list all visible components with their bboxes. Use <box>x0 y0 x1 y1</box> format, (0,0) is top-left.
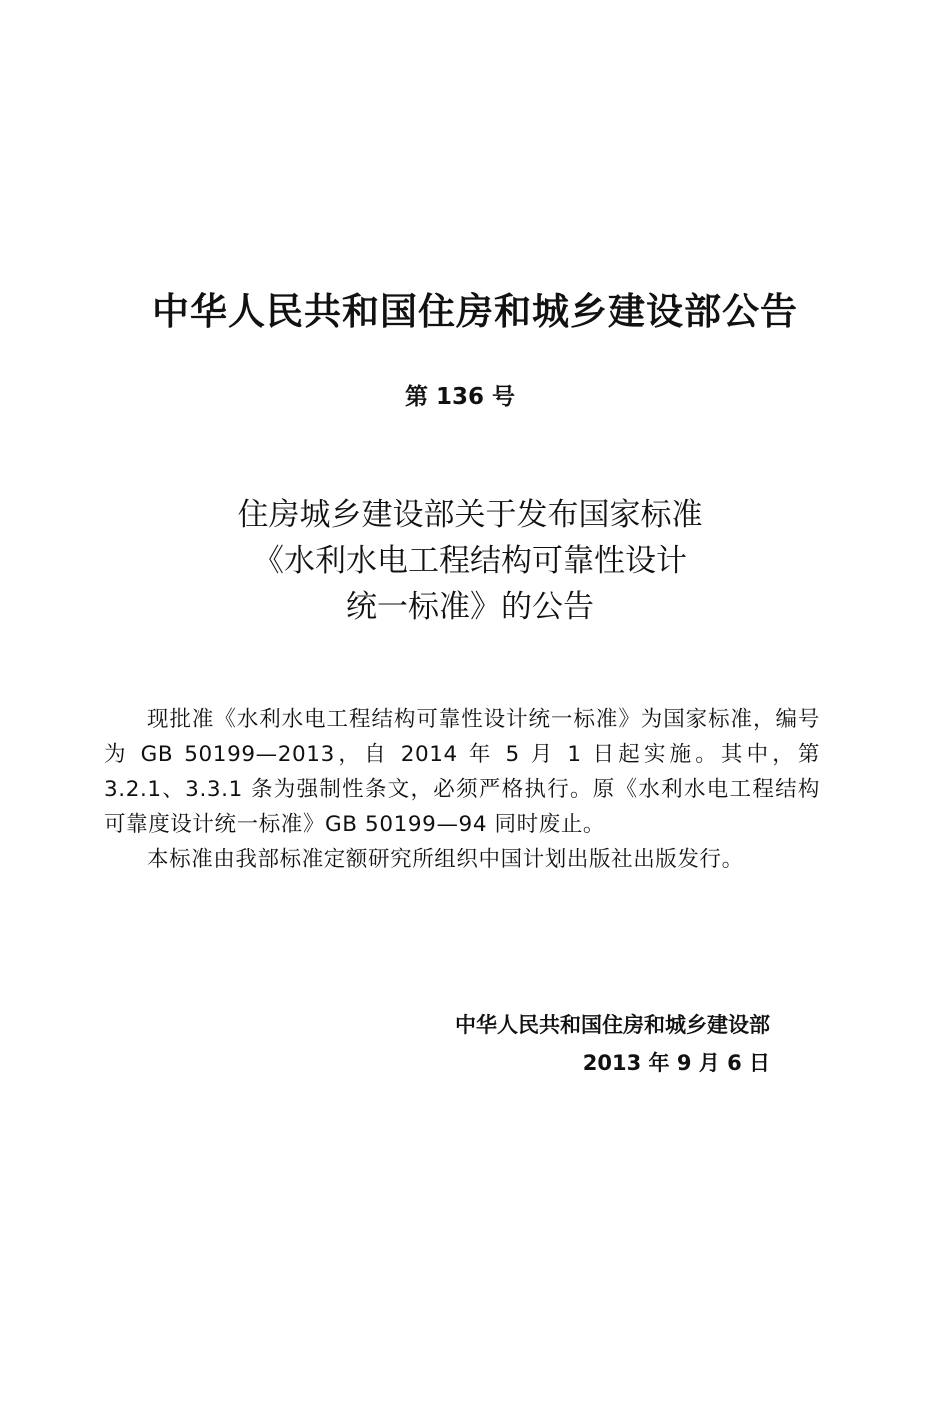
announcement-body <box>104 702 820 877</box>
notice-number: 第 136 号 <box>404 384 516 410</box>
announcement-title: 中华人民共和国住房和城乡建设部公告 <box>152 290 798 333</box>
announcement-subtitle <box>0 492 940 630</box>
signature-block <box>0 1006 770 1082</box>
subtitle-line: 统一标准》的公告 <box>346 589 594 625</box>
subtitle-line: 住房城乡建设部关于发布国家标准 <box>237 497 703 533</box>
body-paragraph: 本标准由我部标准定额研究所组织中国计划出版社出版发行。 <box>147 847 744 872</box>
body-paragraph: 现批准《水利水电工程结构可靠性设计统一标准》为国家标准，编号为 GB 50199—2013，自 2014 年 5 月 1 日起实施。其中，第 3.2.1、3.3.1 条为强制性条文，必须严格执行。原《水利水电工程结构可靠度设计统一标准》GB 50199—94 同时废止。 <box>104 707 820 837</box>
issuing-organization: 中华人民共和国住房和城乡建设部 <box>455 1013 770 1037</box>
subtitle-line: 《水利水电工程结构可靠性设计 <box>253 543 687 579</box>
issue-date: 2013 年 9 月 6 日 <box>582 1051 770 1075</box>
